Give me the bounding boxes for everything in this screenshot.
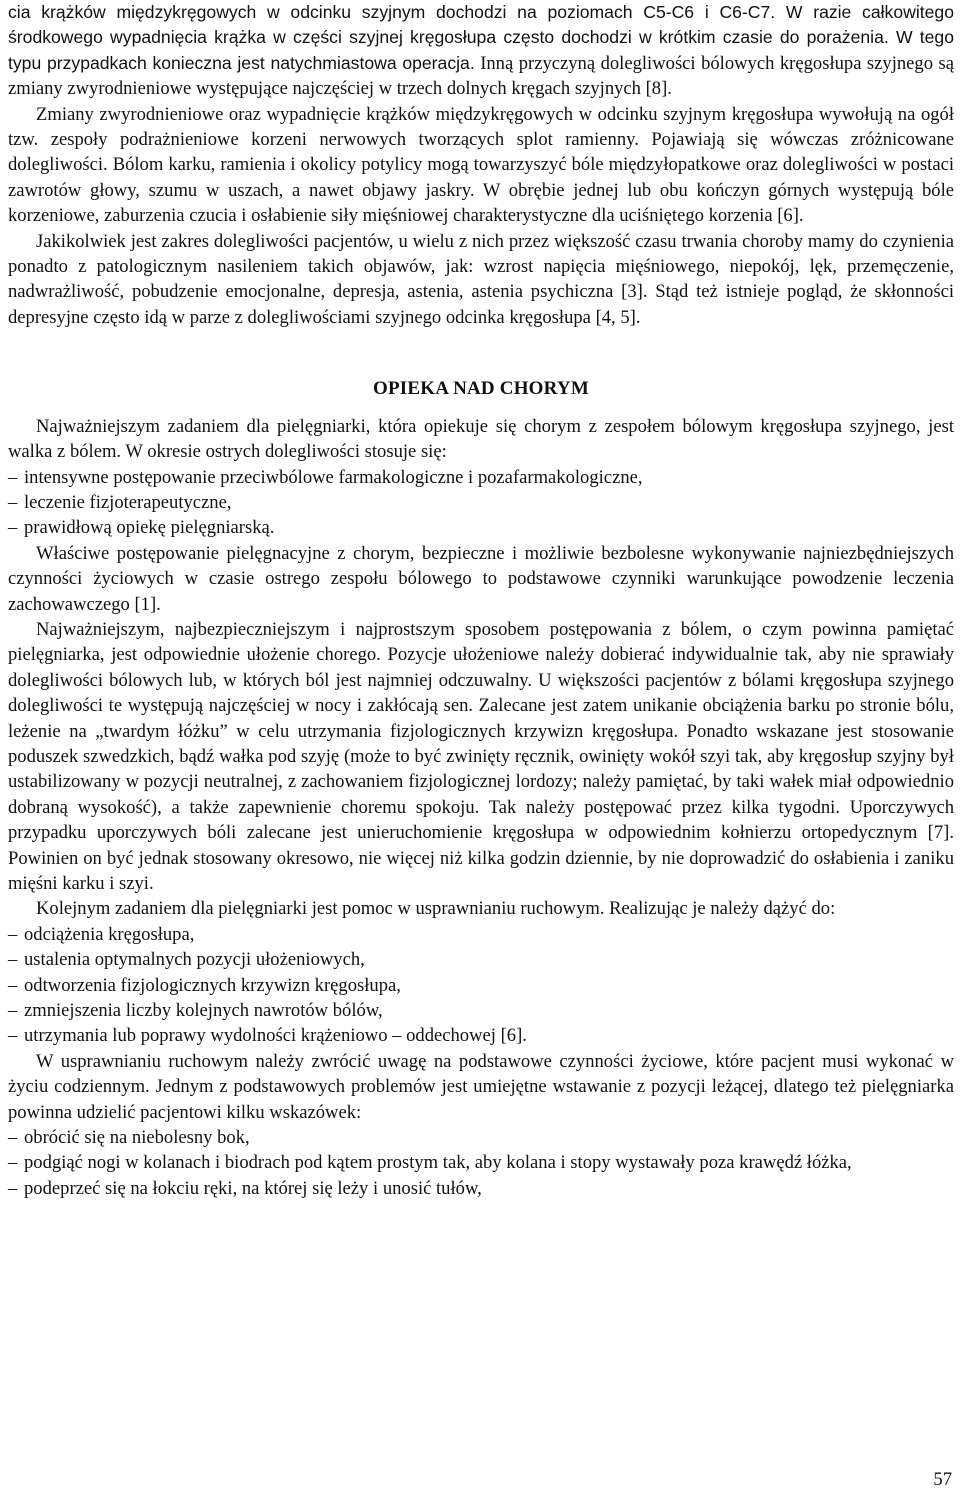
page-number: 57 [933, 1469, 952, 1490]
paragraph-2: Zmiany zwyrodnieniowe oraz wypadnięcie krążków międzykręgowych w odcinku szyjnym kręgosłupa wywołują na ogół tzw. zespoły podrażnieniowe korzeni nerwowych tworzących splot ramienny. Pojawiają się wówczas zróżnicowane dolegliwości. Bólom karku, ramienia i okolicy potylicy mogą towarzyszyć bóle międzyłopatkowe oraz dolegliwości w postaci zawrotów głowy, szumu w uszach, a nawet objawy jaskry. W obrębie jednej lub obu kończyn górnych występują bóle korzeniowe, zaburzenia czucia i osłabienie siły mięśniowej charakterystyczne dla uciśniętego korzenia [6]. [8, 103, 954, 227]
list-item: – podgiąć nogi w kolanach i biodrach pod kątem prostym tak, aby kolana i stopy wystawały poza krawędź łóżka, [8, 1150, 954, 1175]
list-item: – utrzymania lub poprawy wydolności krążeniowo – oddechowej [6]. [8, 1023, 954, 1048]
paragraph-1 [8, 0, 954, 102]
dash-icon: – [8, 466, 18, 488]
list-item: – intensywne postępowanie przeciwbólowe farmakologiczne i pozafarmakologiczne, [8, 465, 954, 490]
paragraph-1-serif-part: Inną przyczyną dolegliwości bólowych kręgosłupa szyjnego są zmiany zwyrodnieniowe występujące najczęściej w trzech dolnych kręgach szyjnych [8]. [8, 52, 954, 100]
dash-icon: – [8, 517, 18, 539]
section-heading: OPIEKA NAD CHORYM [373, 378, 589, 400]
list-item: – leczenie fizjoterapeutyczne, [8, 490, 954, 515]
dash-icon: – [8, 974, 18, 996]
dash-list-2 [8, 922, 954, 1049]
list-item: – odciążenia kręgosłupa, [8, 922, 954, 947]
paragraph-7: Kolejnym zadaniem dla pielęgniarki jest pomoc w usprawnianiu ruchowym. Realizując je należy dążyć do: [36, 898, 836, 920]
list-item: – prawidłową opiekę pielęgniarską. [8, 515, 954, 540]
list-item: – odtworzenia fizjologicznych krzywizn kręgosłupa, [8, 973, 954, 998]
dash-icon: – [8, 1127, 18, 1149]
dash-list-3 [8, 1125, 954, 1201]
paragraph-6: Najważniejszym, najbezpieczniejszym i najprostszym sposobem postępowania z bólem, o czym powinna pamiętać pielęgniarka, jest odpowiednie ułożenie chorego. Pozycje ułożeniowe należy dobierać indywidualnie tak, aby nie sprawiały dolegliwości bólowych lub, w których ból jest najmniej odczuwalny. U większości pacjentów z bólami kręgosłupa szyjnego dolegliwości te występują najczęściej w nocy i zakłócają sen. Zalecane jest zatem unikanie obciążenia barku po stronie bólu, leżenie na „twardym łóżku” w celu utrzymania fizjologicznych krzywizn kręgosłupa. Ponadto wskazane jest stosowanie poduszek szwedzkich, bądź wałka pod szyję (może to być zwinięty ręcznik, owinięty wokół szyi tak, aby kręgosłup szyjny był ustabilizowany w pozycji neutralnej, z zachowaniem fizjologicznej lordozy; należy pamiętać, by taki wałek miał odpowiednio dobraną wysokość), a także zapewnienie choremu spokoju. Tak należy postępować przez kilka tygodni. Uporczywych przypadku uporczywych bóli zalecane jest unieruchomienie kręgosłupa w odpowiednim kołnierzu ortopedycznym [7]. Powinien on być jednak stosowany okresowo, nie więcej niż kilka godzin dziennie, by nie doprowadzić do osłabienia i zaniku mięśni karku i szyi. [8, 618, 954, 894]
list-item: – podeprzeć się na łokciu ręki, na której się leży i unosić tułów, [8, 1176, 954, 1201]
dash-icon: – [8, 923, 18, 945]
paragraph-3: Jakikolwiek jest zakres dolegliwości pacjentów, u wielu z nich przez większość czasu trwania choroby mamy do czynienia ponadto z patologicznym nasileniem takich objawów, jak: wzrost napięcia mięśniowego, niepokój, lęk, przemęczenie, nadwrażliwość, pobudzenie emocjonalne, depresja, astenia, astenia psychiczna [3]. Stąd też istnieje pogląd, że skłonności depresyjne często idą w parze z dolegliwościami szyjnego odcinka kręgosłupa [4, 5]. [8, 230, 954, 328]
dash-icon: – [8, 1152, 18, 1174]
list-item: – zmniejszenia liczby kolejnych nawrotów bólów, [8, 998, 954, 1023]
dash-icon: – [8, 949, 18, 971]
paragraph-8: W usprawnianiu ruchowym należy zwrócić uwagę na podstawowe czynności życiowe, które pacjent musi wykonać w życiu codziennym. Jednym z podstawowych problemów jest umiejętne wstawanie z pozycji leżącej, dlatego też pielęgniarka powinna udzielić pacjentowi kilku wskazówek: [8, 1050, 954, 1123]
dash-icon: – [8, 1000, 18, 1022]
dash-icon: – [8, 1025, 18, 1047]
dash-icon: – [8, 491, 18, 513]
dash-list-1 [8, 465, 954, 541]
paragraph-4: Najważniejszym zadaniem dla pielęgniarki, która opiekuje się chorym z zespołem bólowym kręgosłupa szyjnego, jest walka z bólem. W okresie ostrych dolegliwości stosuje się: [8, 415, 954, 463]
paragraph-1-sans-part: cia krążków międzykręgowych w odcinku szyjnym dochodzi na poziomach C5-C6 i C6-C7. W razie całkowitego środkowego wypadnięcia krążka w części szyjnej kręgosłupa często dochodzi w krótkim czasie do porażenia. W tego typu przypadkach konieczna jest natychmiastowa operacja. [8, 2, 954, 73]
list-item: – obrócić się na niebolesny bok, [8, 1125, 954, 1150]
dash-icon: – [8, 1177, 18, 1199]
list-item: – ustalenia optymalnych pozycji ułożeniowych, [8, 947, 954, 972]
paragraph-5: Właściwe postępowanie pielęgnacyjne z chorym, bezpieczne i możliwie bezbolesne wykonywanie najniezbędniejszych czynności życiowych w czasie ostrego zespołu bólowego to podstawowe czynniki warunkujące powodzenie leczenia zachowawczego [1]. [8, 542, 954, 615]
document-page [8, 0, 954, 1201]
